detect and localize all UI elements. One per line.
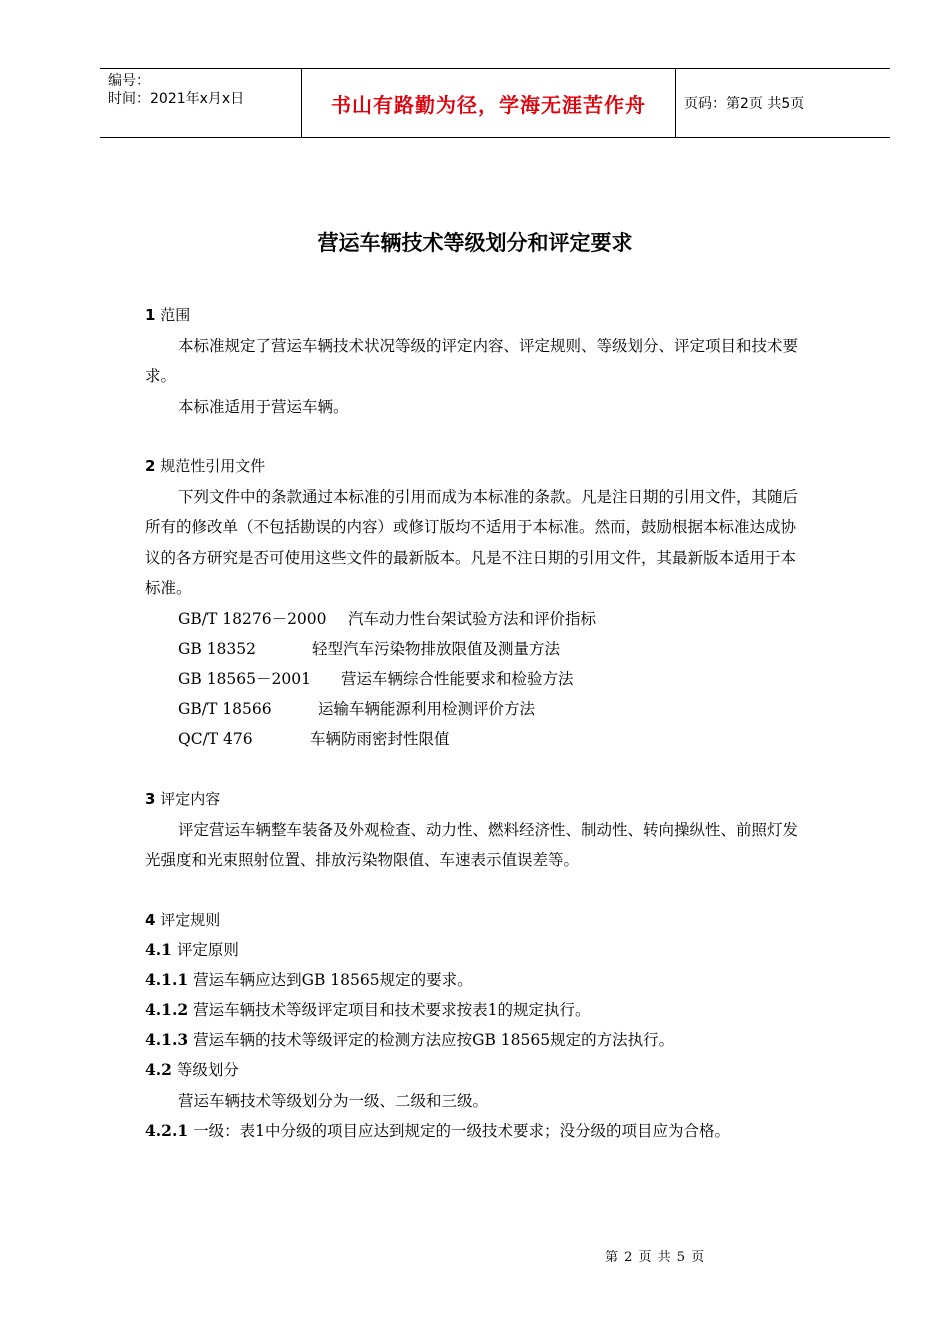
- clause-4-1-1: 4.1.1 营运车辆应达到GB 18565规定的要求。: [145, 970, 473, 989]
- clause-4-2: 4.2 等级划分: [145, 1060, 239, 1079]
- clause-4-1: 4.1 评定原则: [145, 940, 239, 959]
- section-2-para-line-2: 所有的修改单（不包括勘误的内容）或修订版均不适用于本标准。然而，鼓励根据本标准达成协: [145, 518, 797, 536]
- reference-code: GB 18352: [178, 640, 257, 658]
- clause-4-1-2: 4.1.2 营运车辆技术等级评定项目和技术要求按表1的规定执行。: [145, 1000, 591, 1019]
- time-label: 时间：2021年x月x日: [108, 91, 245, 107]
- document-title: 营运车辆技术等级划分和评定要求: [317, 231, 633, 255]
- reference-code: GB 18565－2001: [178, 670, 311, 688]
- reference-item: [178, 699, 535, 719]
- reference-title: 汽车动力性台架试验方法和评价指标: [348, 610, 597, 628]
- header-page-cell: [676, 69, 890, 137]
- section-3-para-line-1: 评定营运车辆整车装备及外观检查、动力性、燃料经济性、制动性、转向操纵性、前照灯发: [178, 821, 799, 839]
- section-2-heading: 2 规范性引用文件: [145, 457, 266, 475]
- section-3-para-line-2: 光强度和光束照射位置、排放污染物限值、车速表示值误差等。: [145, 851, 580, 869]
- section-1-para-cont: 求。: [145, 367, 177, 385]
- section-2-para-line-4: 标准。: [145, 579, 192, 597]
- section-4-heading: 4 评定规则: [145, 911, 221, 929]
- reference-code: GB/T 18566: [178, 700, 272, 718]
- header-motto-cell: [302, 69, 676, 137]
- serial-label: 编号：: [108, 73, 150, 89]
- reference-code: QC/T 476: [178, 730, 253, 748]
- reference-code: GB/T 18276－2000: [178, 610, 327, 628]
- reference-item: [178, 639, 560, 659]
- section-1-heading: 1 范围: [145, 306, 191, 324]
- header-table: [100, 68, 890, 138]
- reference-title: 运输车辆能源利用检测评价方法: [318, 700, 536, 718]
- section-2-para-line-1: 下列文件中的条款通过本标准的引用而成为本标准的条款。凡是注日期的引用文件，其随后: [178, 488, 799, 506]
- clause-4-1-3: 4.1.3 营运车辆的技术等级评定的检测方法应按GB 18565规定的方法执行。: [145, 1030, 675, 1049]
- header-info-cell: [100, 69, 302, 137]
- clause-4-2-para: 营运车辆技术等级划分为一级、二级和三级。: [178, 1092, 489, 1110]
- section-3-heading: 3 评定内容: [145, 790, 221, 808]
- section-2-para-line-3: 议的各方研究是否可使用这些文件的最新版本。凡是不注日期的引用文件，其最新版本适用于本: [145, 549, 797, 567]
- section-1-para-2: 本标准适用于营运车辆。: [178, 398, 349, 416]
- reference-item: [178, 669, 574, 689]
- reference-item: [178, 609, 596, 629]
- reference-item: [178, 729, 450, 749]
- motto: 书山有路勤为径，学海无涯苦作舟: [331, 92, 646, 117]
- page-code: 页码：第2页 共5页: [684, 96, 805, 112]
- page-footer: 第 2 页 共 5 页: [605, 1250, 706, 1265]
- clause-4-2-1: 4.2.1 一级：表1中分级的项目应达到规定的一级技术要求；没分级的项目应为合格。: [145, 1121, 730, 1140]
- reference-title: 车辆防雨密封性限值: [310, 730, 450, 748]
- reference-title: 轻型汽车污染物排放限值及测量方法: [312, 640, 561, 658]
- section-1-para: 本标准规定了营运车辆技术状况等级的评定内容、评定规则、等级划分、评定项目和技术要: [178, 337, 799, 355]
- reference-title: 营运车辆综合性能要求和检验方法: [341, 670, 574, 688]
